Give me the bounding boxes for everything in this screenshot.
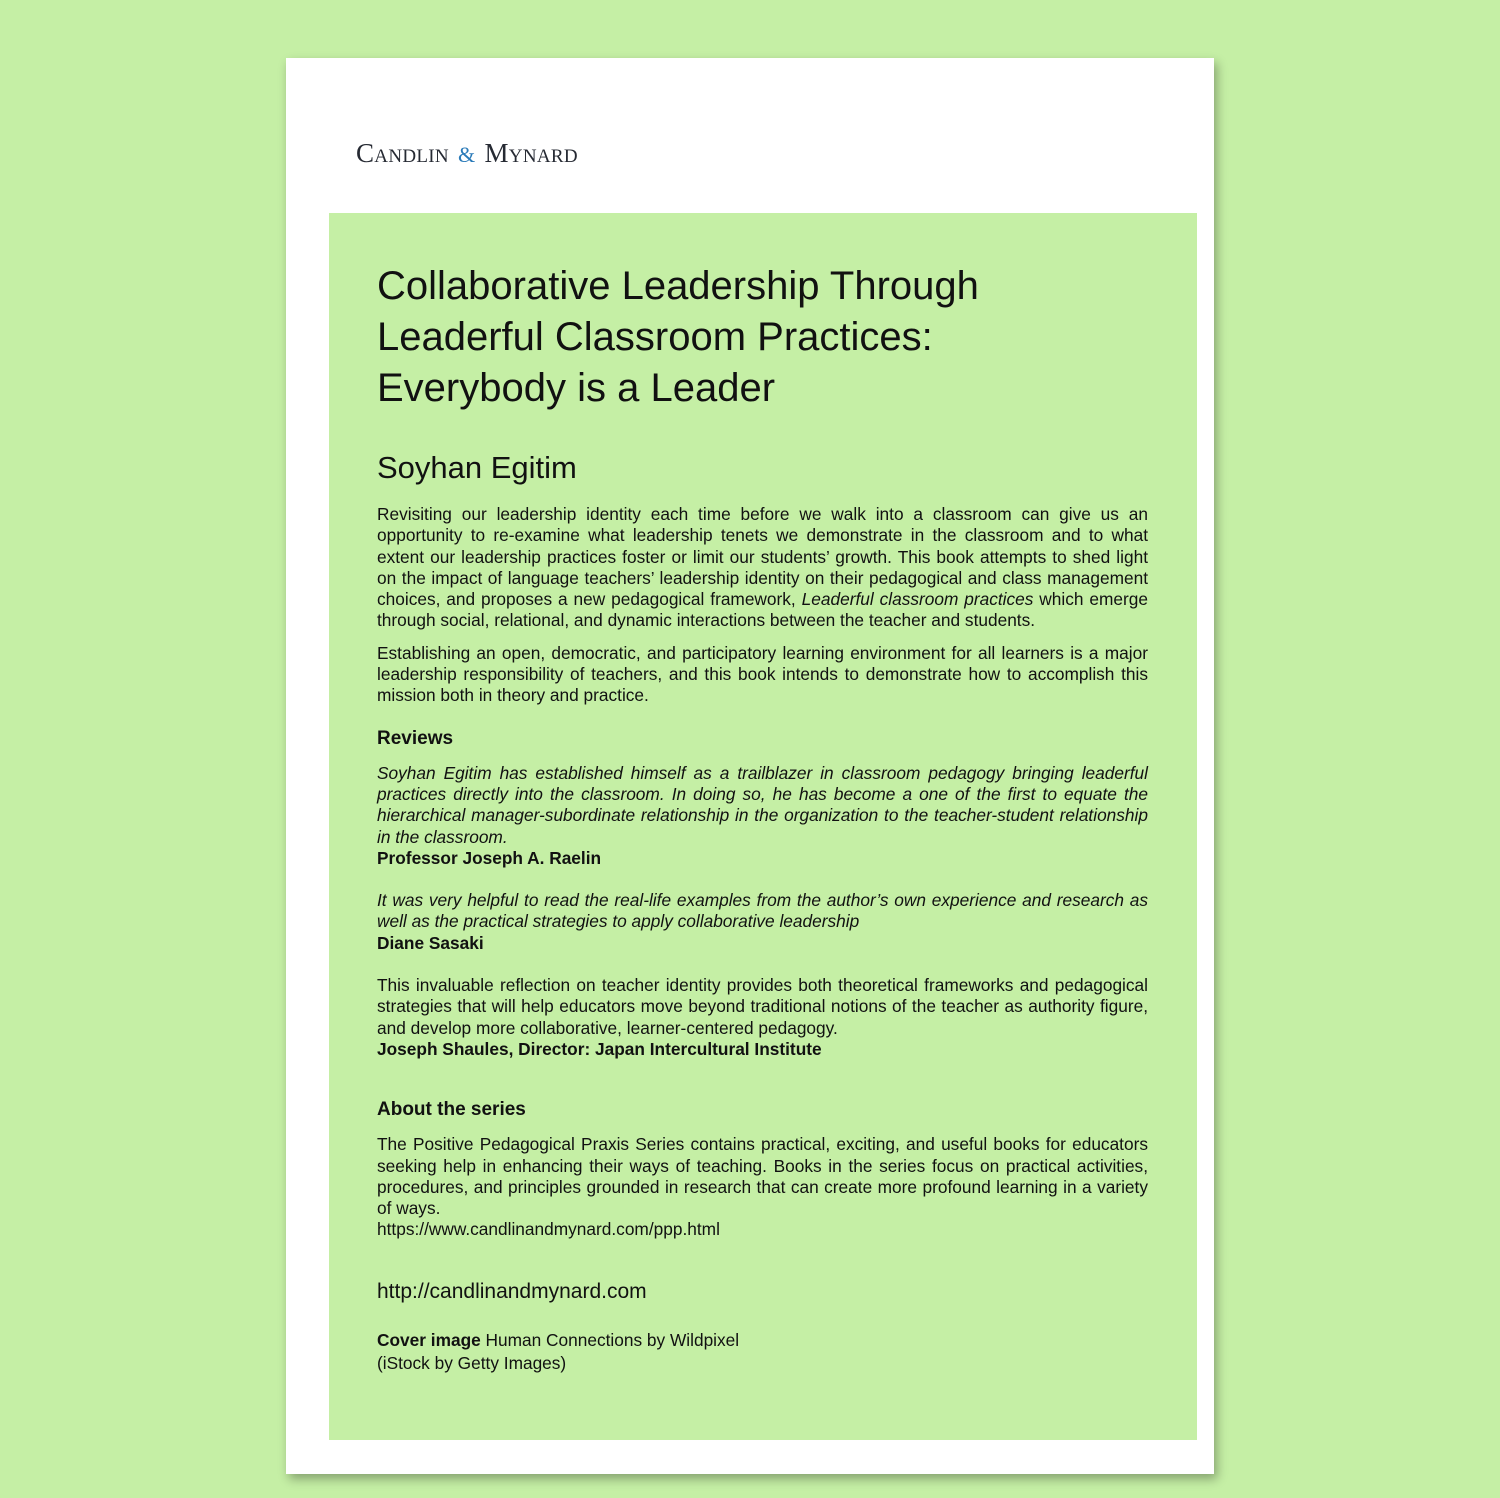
publisher-ampersand: & [458,142,476,167]
series-description [377,1134,1148,1240]
review-item [377,763,1148,869]
series-text: The Positive Pedagogical Praxis Series contains practical, exciting, and useful books for educators seeking help in enhancing their ways of teaching. Books in the series focus on practical activities, procedures, and principles grounded in research that can create more profound learning in a variety of ways. [377,1134,1148,1219]
blurb-paragraph-1 [377,504,1148,632]
publisher-logo [356,138,578,169]
title-line-1: Collaborative Leadership Through [377,264,979,308]
review-quote: This invaluable reflection on teacher identity provides both theoretical frameworks and pedagogical strategies that will help educators move beyond traditional notions of the teacher as authority figure, and develop more collaborative, learner-centered pedagogy. [377,975,1148,1038]
website-link[interactable]: http://candlinandmynard.com [377,1279,647,1303]
book-author: Soyhan Egitim [377,450,577,485]
review-item [377,890,1148,954]
blurb-p1-start: Revisiting our leadership identity each time before we walk into a classroom can give us an opportunity to re-examine what leadership tenets we demonstrate in the classroom and to what extent our leadership practices foster or limit our students’ growth. This book attempts to shed light on the impact of language teachers’ leadership identity on their pedagogical and class management choices, and proposes a new pedagogical framework, [377,504,1148,610]
review-item [377,975,1148,1060]
back-cover-page [286,58,1214,1474]
book-title [377,261,1148,414]
cover-credit [377,1329,1148,1375]
reviews-heading: Reviews [377,727,454,749]
series-url-link[interactable]: https://www.candlinandmynard.com/ppp.html [377,1219,720,1240]
series-heading: About the series [377,1099,526,1121]
cover-credit-label: Cover image [377,1329,481,1350]
cover-credit-text: Human Connections by Wildpixel [480,1329,740,1350]
review-quote: It was very helpful to read the real-life examples from the author’s own experience and research as well as the practical strategies to apply collaborative leadership [377,890,1148,932]
review-author: Diane Sasaki [377,932,484,953]
content-panel [329,213,1197,1440]
content-column [377,261,1148,1375]
blurb-paragraph-2: Establishing an open, democratic, and participatory learning environment for all learners is a major leadership responsibility of teachers, and this book intends to demonstrate how to accomplish this mission both in theory and practice. [377,642,1148,706]
title-line-2: Leaderful Classroom Practices: [377,315,933,359]
blurb-p1-end: which emerge through social, relational, and dynamic interactions between the teacher and students. [377,589,1148,631]
review-author: Professor Joseph A. Raelin [377,847,602,868]
review-author: Joseph Shaules, Director: Japan Intercultural Institute [377,1038,822,1059]
publisher-name-part2: Mynard [484,138,578,168]
blurb-p1-italic: Leaderful classroom practices [801,589,1034,610]
review-quote: Soyhan Egitim has established himself as a trailblazer in classroom pedagogy bringing leaderful practices directly into the classroom. In doing so, he has become a one of the first to equate the hierarchical manager-subordinate relationship in the organization to the teacher-student relationship in the classroom. [377,762,1148,847]
title-line-3: Everybody is a Leader [377,366,776,410]
publisher-name-part1: Candlin [356,138,449,168]
cover-credit-source: (iStock by Getty Images) [377,1352,567,1373]
